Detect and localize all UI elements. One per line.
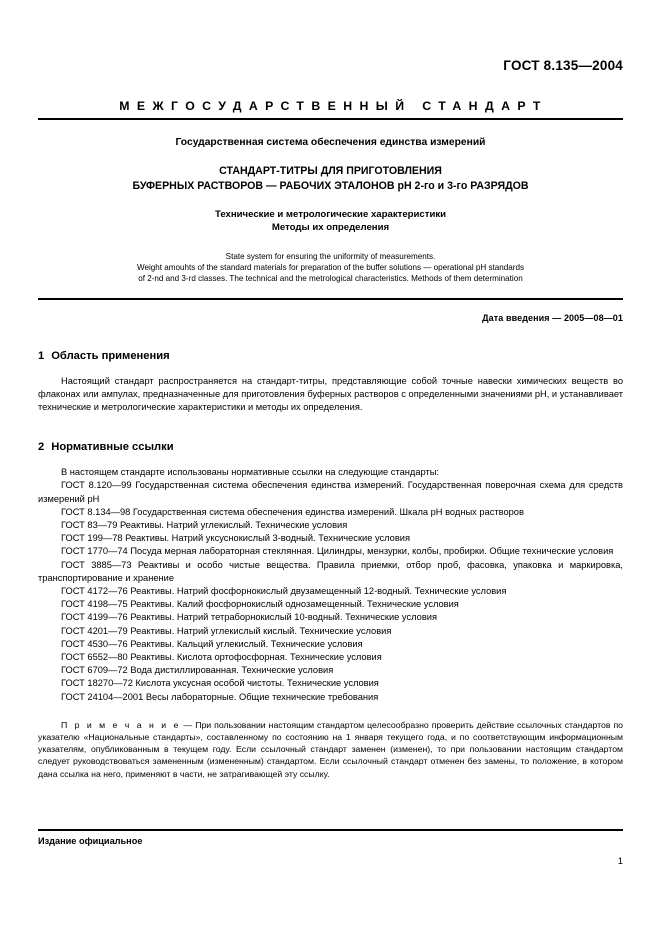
reference-item: ГОСТ 4172—76 Реактивы. Натрий фосфорнокислый двузамещенный 12-водный. Технические условия bbox=[61, 586, 507, 597]
page-content bbox=[38, 0, 623, 936]
reference-item: ГОСТ 6709—72 Вода дистиллированная. Технические условия bbox=[61, 665, 334, 676]
section-2-intro: В настоящем стандарте использованы нормативные ссылки на следующие стандарты: bbox=[61, 467, 440, 478]
sub-title-line-1: Технические и метрологические характеристики bbox=[214, 209, 447, 220]
footer-divider bbox=[38, 829, 623, 831]
reference-item: ГОСТ 1770—74 Посуда мерная лабораторная стеклянная. Цилиндры, мензурки, колбы, пробирки. Общие технические условия bbox=[61, 546, 614, 557]
reference-item: ГОСТ 3885—73 Реактивы и особо чистые вещества. Правила приемки, отбор проб, фасовка, упаковка и маркировка, транспортирование и хранение bbox=[38, 559, 623, 583]
main-title-line-1: СТАНДАРТ-ТИТРЫ ДЛЯ ПРИГОТОВЛЕНИЯ bbox=[219, 165, 442, 177]
section-1-number: 1 bbox=[38, 349, 45, 362]
section-2-note bbox=[38, 719, 623, 780]
section-1-heading bbox=[38, 350, 623, 362]
reference-item: ГОСТ 6552—80 Реактивы. Кислота ортофосфорная. Технические условия bbox=[61, 652, 382, 663]
reference-item: ГОСТ 8.134—98 Государственная система обеспечения единства измерений. Шкала pH водных растворов bbox=[61, 506, 524, 517]
page-number: 1 bbox=[617, 856, 623, 867]
reference-item: ГОСТ 4198—75 Реактивы. Калий фосфорнокислый однозамещенный. Технические условия bbox=[61, 599, 459, 610]
document-code: ГОСТ 8.135—2004 bbox=[503, 58, 623, 73]
section-2-title: Нормативные ссылки bbox=[51, 441, 174, 454]
main-title-line-2: БУФЕРНЫХ РАСТВОРОВ — РАБОЧИХ ЭТАЛОНОВ pH 2-го и 3-го РАЗРЯДОВ bbox=[132, 179, 529, 192]
sub-title bbox=[38, 209, 623, 234]
reference-item: ГОСТ 8.120—99 Государственная система обеспечения единства измерений. Государственная поверочная схема для средств измерений pH bbox=[38, 480, 623, 504]
reference-item: ГОСТ 18270—72 Кислота уксусная особой чистоты. Технические условия bbox=[61, 678, 379, 689]
reference-list bbox=[38, 466, 623, 704]
sub-title-line-2: Методы их определения bbox=[271, 221, 390, 233]
main-title bbox=[38, 164, 623, 193]
reference-item: ГОСТ 199—78 Реактивы. Натрий уксуснокислый 3-водный. Технические условия bbox=[61, 533, 411, 544]
reference-item: ГОСТ 24104—2001 Весы лабораторные. Общие технические требования bbox=[61, 691, 379, 702]
system-line: Государственная система обеспечения единства измерений bbox=[175, 137, 486, 148]
effective-date: Дата введения — 2005—08—01 bbox=[482, 312, 623, 323]
title-block bbox=[38, 137, 623, 285]
standard-banner: МЕЖГОСУДАРСТВЕННЫЙ СТАНДАРТ bbox=[38, 99, 623, 120]
section-2-number: 2 bbox=[38, 441, 45, 454]
english-line-1: State system for ensuring the uniformity of measurements. bbox=[225, 252, 436, 261]
english-line-3: of 2-nd and 3-rd classes. The technical and the metrological characteristics. Methods of them determination bbox=[138, 274, 523, 284]
title-divider bbox=[38, 298, 623, 300]
reference-item: ГОСТ 4201—79 Реактивы. Натрий углекислый кислый. Технические условия bbox=[61, 625, 392, 636]
english-line-2: Weight amouhts of the standard materials for preparation of the buffer solutions — operational pH standards bbox=[136, 263, 525, 273]
reference-item: ГОСТ 4530—76 Реактивы. Кальций углекислый. Технические условия bbox=[61, 638, 363, 649]
section-1-paragraph: Настоящий стандарт распространяется на стандарт-титры, представляющие собой точные навески химических веществ во флаконах или ампулах, предназначенные для приготовления буферных растворов с определенными значениями pH, и устанавливает технические и метрологические характеристики и методы их определения. bbox=[38, 375, 623, 413]
reference-item: ГОСТ 83—79 Реактивы. Натрий углекислый. Технические условия bbox=[61, 520, 348, 531]
english-translation-block bbox=[38, 251, 623, 285]
note-body: — При пользовании настоящим стандартом целесообразно проверить действие ссылочных стандартов по указателю «Национальные стандарты», составленному по состоянию на 1 января текущего года, и по соответствующим информационным указателям, опубликованным в текущем году. Если ссылочный стандарт заменен (изменен), то при пользовании настоящим стандартом следует руководствоваться замененным (измененным) стандартом. Если ссылочный стандарт отменен без замены, то положение, в котором дана ссылка на него, применяют в части, не затрагивающей эту ссылку. bbox=[38, 719, 623, 779]
edition-label: Издание официальное bbox=[38, 836, 143, 846]
reference-item: ГОСТ 4199—76 Реактивы. Натрий тетраборнокислый 10-водный. Технические условия bbox=[61, 612, 437, 623]
note-label: П р и м е ч а н и е bbox=[61, 719, 181, 730]
section-2-heading bbox=[38, 441, 623, 453]
section-1-title: Область применения bbox=[51, 349, 170, 362]
